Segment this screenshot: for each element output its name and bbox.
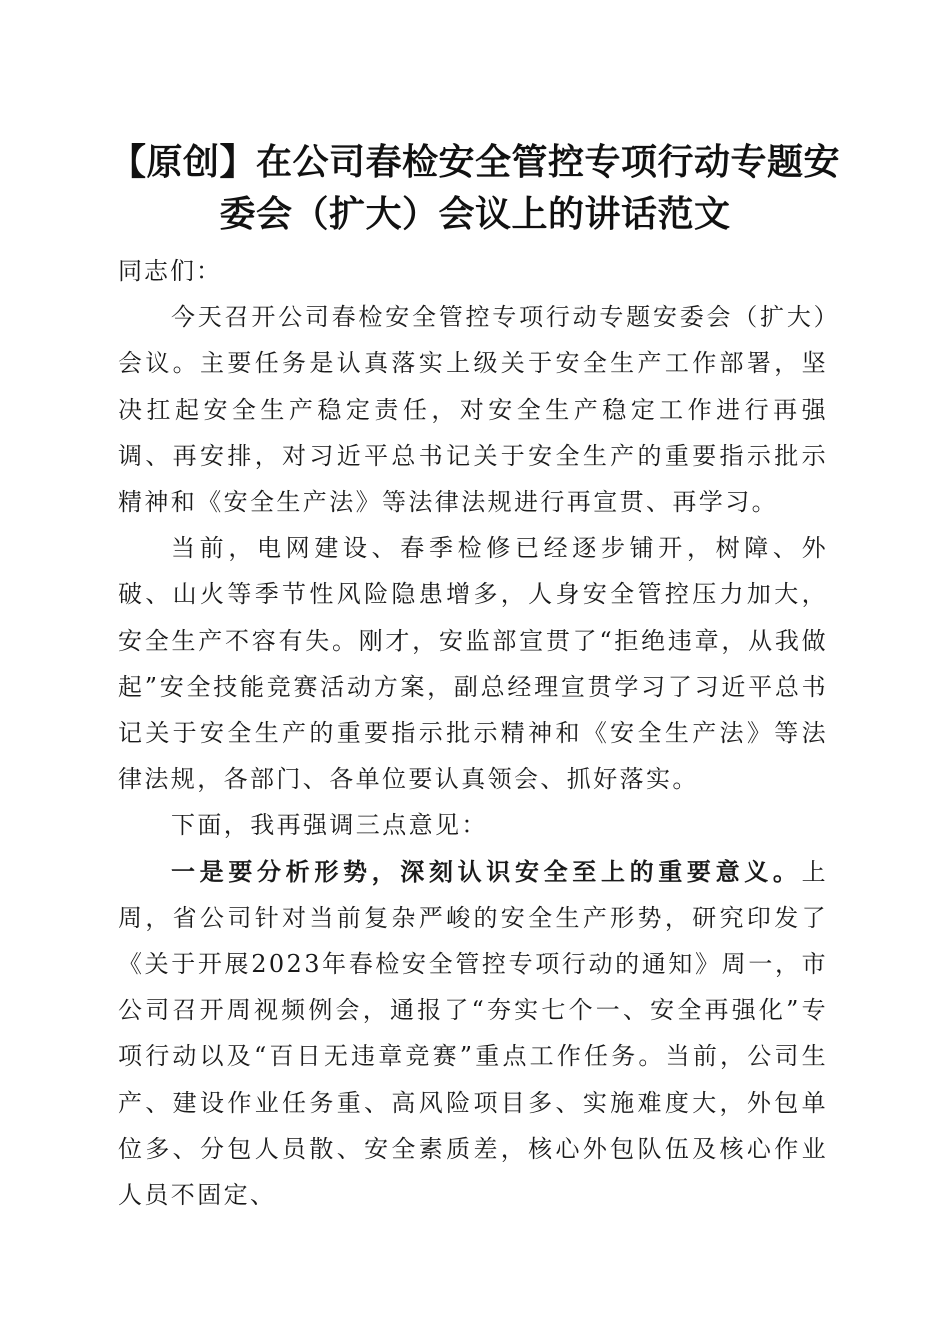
- paragraph-text: 今天召开公司春检安全管控专项行动专题安委会（扩大）会议。主要任务是认真落实上级关于安全生产工作部署，坚决扛起安全生产稳定责任，对安全生产稳定工作进行再强调、再安排，对习近平总书记关于安全生产的重要指示批示精神和《安全生产法》等法律法规进行再宣贯、再学习。: [118, 303, 828, 517]
- paragraph-text: 上周，省公司针对当前复杂严峻的安全生产形势，研究印发了《关于开展2023年春检安全管控专项行动的通知》周一，市公司召开周视频例会，通报了“夯实七个一、安全再强化”专项行动以及“百日无违章竞赛”重点工作任务。当前，公司生产、建设作业任务重、高风险项目多、实施难度大，外包单位多、分包人员散、安全素质差，核心外包队伍及核心作业人员不固定、: [118, 857, 828, 1210]
- salutation: 同志们：: [118, 257, 222, 285]
- paragraph-text: 当前，电网建设、春季检修已经逐步铺开，树障、外破、山火等季节性风险隐患增多，人身安全管控压力加大，安全生产不容有失。刚才，安监部宣贯了“拒绝违章，从我做起”安全技能竞赛活动方案，副总经理宣贯学习了习近平总书记关于安全生产的重要指示批示精神和《安全生产法》等法律法规，各部门、各单位要认真领会、抓好落实。: [118, 534, 828, 794]
- paragraph-lead-heading: 一是要分析形势，深刻认识安全至上的重要意义。: [171, 856, 802, 886]
- paragraph-current-situation: [118, 525, 828, 802]
- document-title: 【原创】在公司春检安全管控专项行动专题安委会（扩大）会议上的讲话范文: [110, 141, 841, 235]
- paragraph-text: 下面，我再强调三点意见：: [171, 811, 488, 840]
- paragraph-opening: [118, 294, 828, 525]
- document-body: [118, 248, 828, 1218]
- paragraph-transition: [118, 802, 828, 848]
- paragraph-point-one: [118, 849, 828, 1219]
